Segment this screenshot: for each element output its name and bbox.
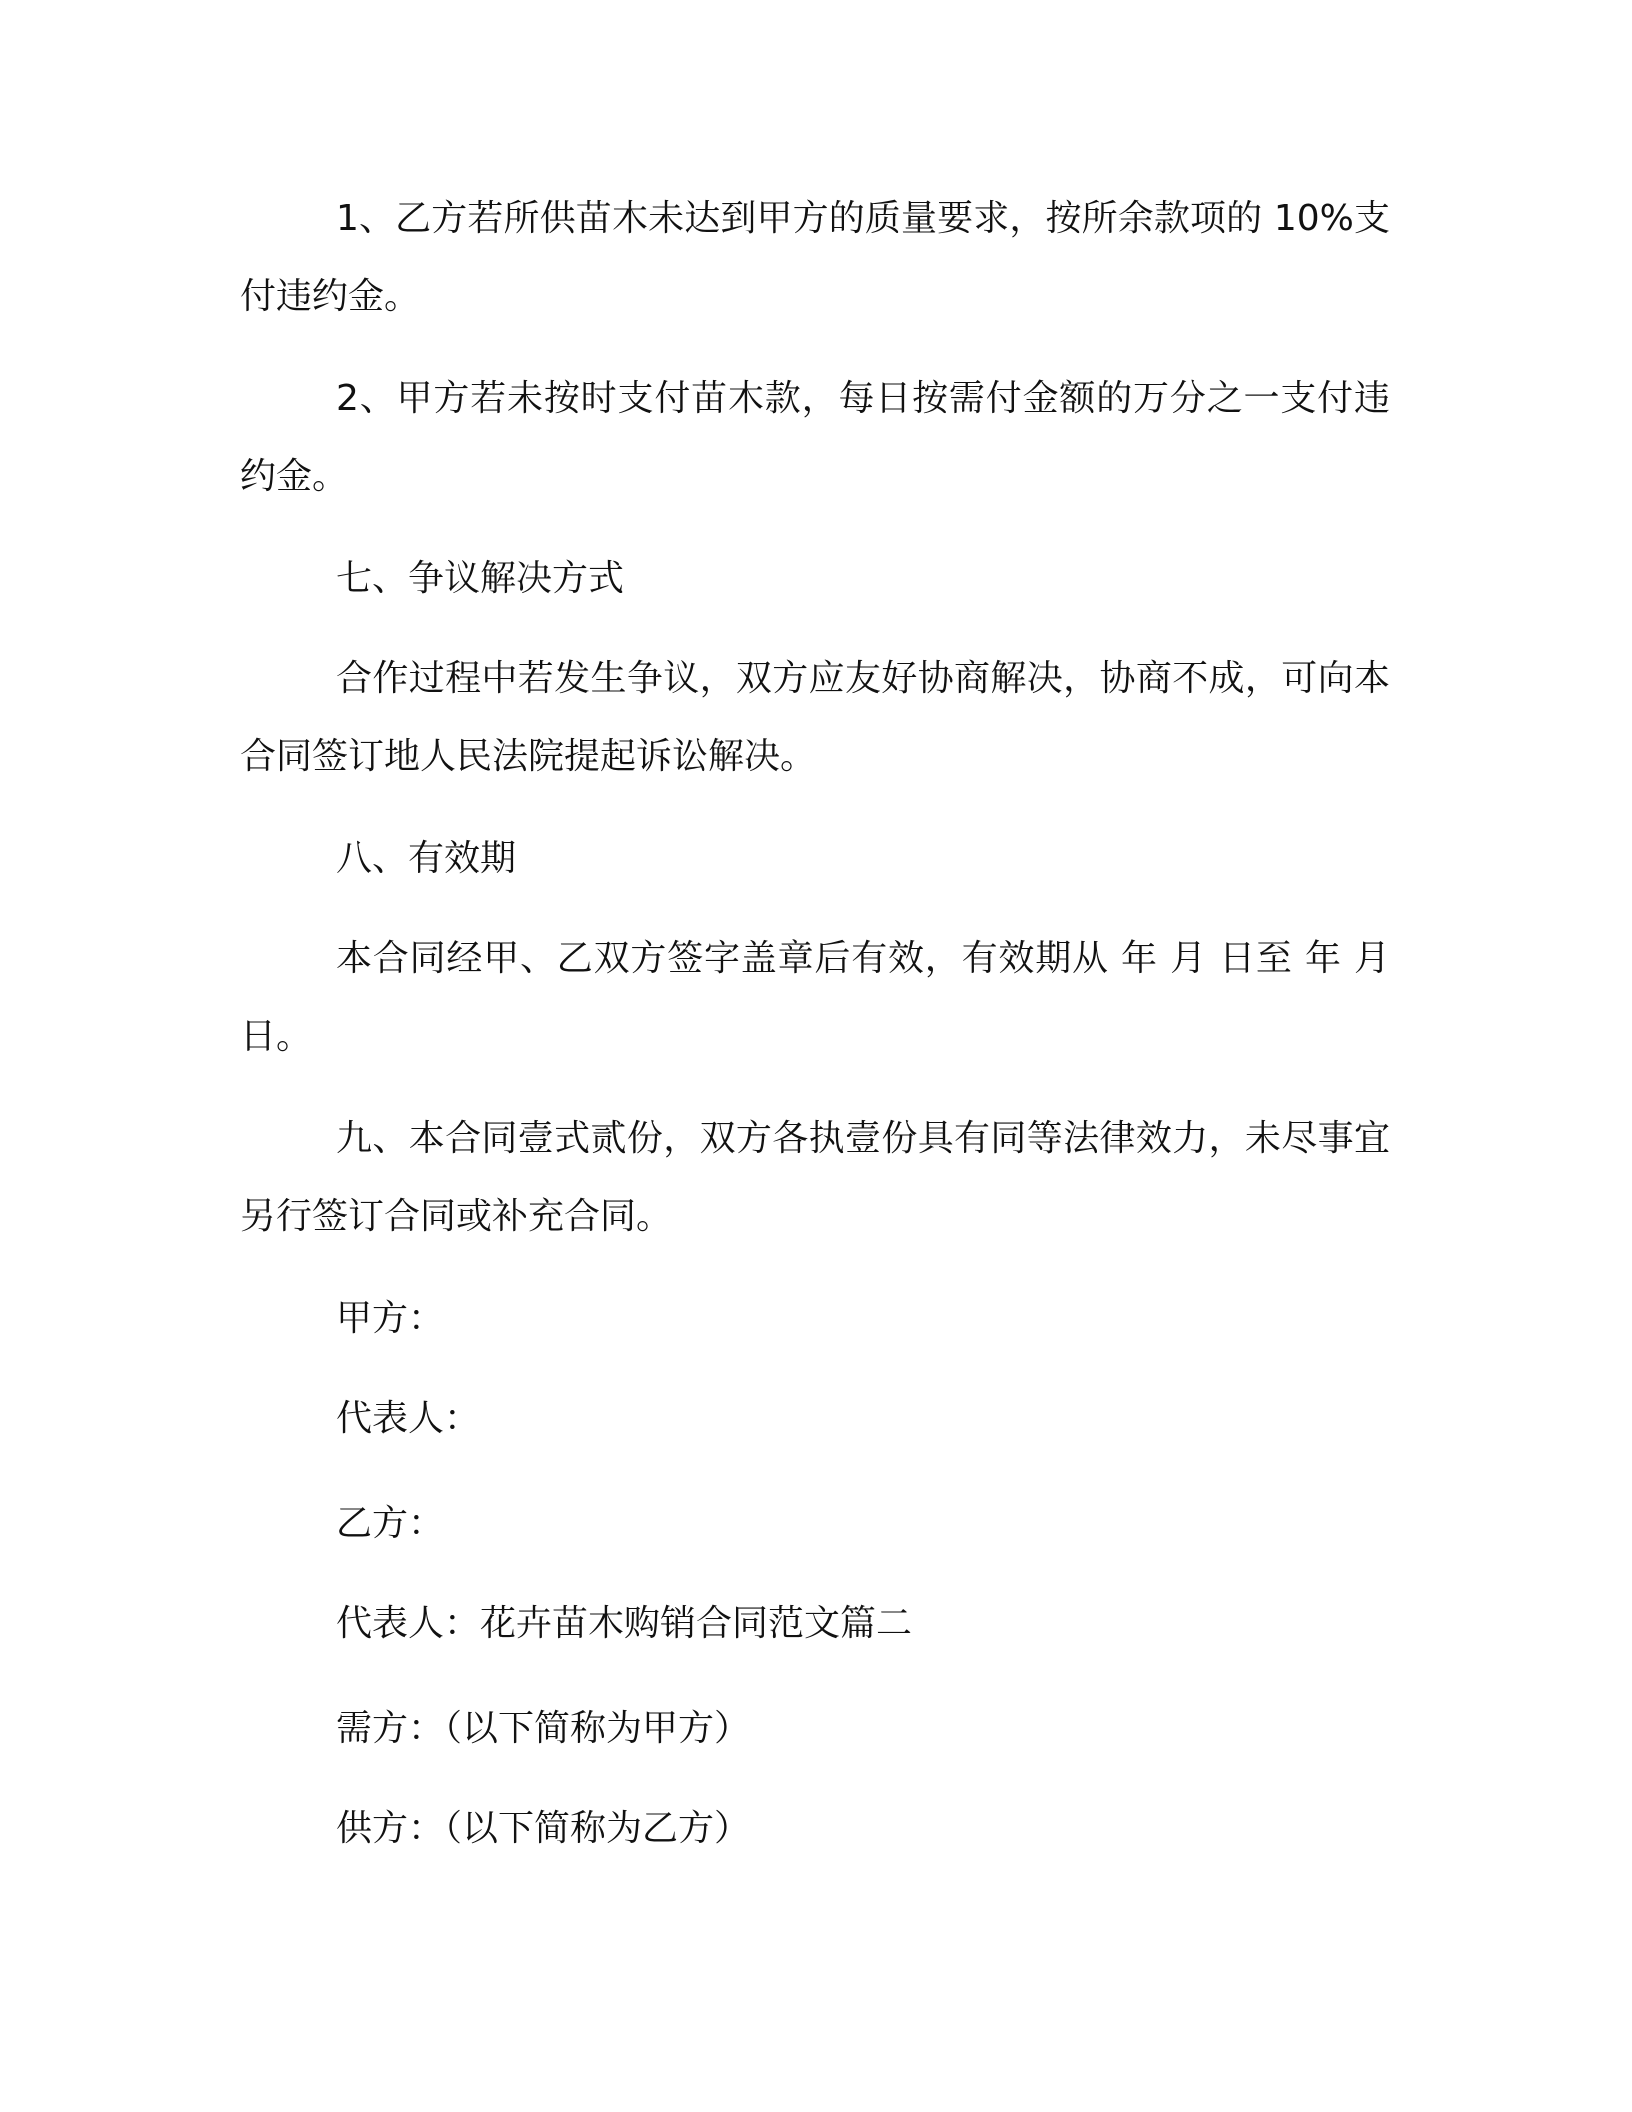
party-a-label: 甲方： (336, 1298, 445, 1339)
validity-text: 本合同经甲、乙双方签字盖章后有效，有效期从 年 月 日至 年 月日。 (240, 938, 1390, 1057)
party-b-representative-label: 代表人：花卉苗木购销合同范文篇二 (336, 1603, 913, 1644)
section-heading-dispute: 七、争议解决方式 (336, 558, 625, 599)
buyer-label: 需方：（以下简称为甲方） (336, 1708, 751, 1749)
section-heading-validity: 八、有效期 (336, 838, 517, 879)
clause-1-penalty-supplier: 1、乙方若所供苗木未达到甲方的质量要求，按所余款项的 10%支付违约金。 (240, 198, 1390, 317)
dispute-resolution-text: 合作过程中若发生争议，双方应友好协商解决，协商不成，可向本合同签订地人民法院提起诉讼解决。 (240, 658, 1390, 777)
clause-2-penalty-buyer: 2、甲方若未按时支付苗木款，每日按需付金额的万分之一支付违约金。 (240, 378, 1390, 497)
party-a-representative-label: 代表人： (336, 1398, 481, 1439)
party-b-label: 乙方： (336, 1503, 445, 1544)
supplier-label: 供方：（以下简称为乙方） (336, 1808, 751, 1849)
clause-9-copies: 九、本合同壹式贰份，双方各执壹份具有同等法律效力，未尽事宜另行签订合同或补充合同。 (240, 1118, 1390, 1237)
